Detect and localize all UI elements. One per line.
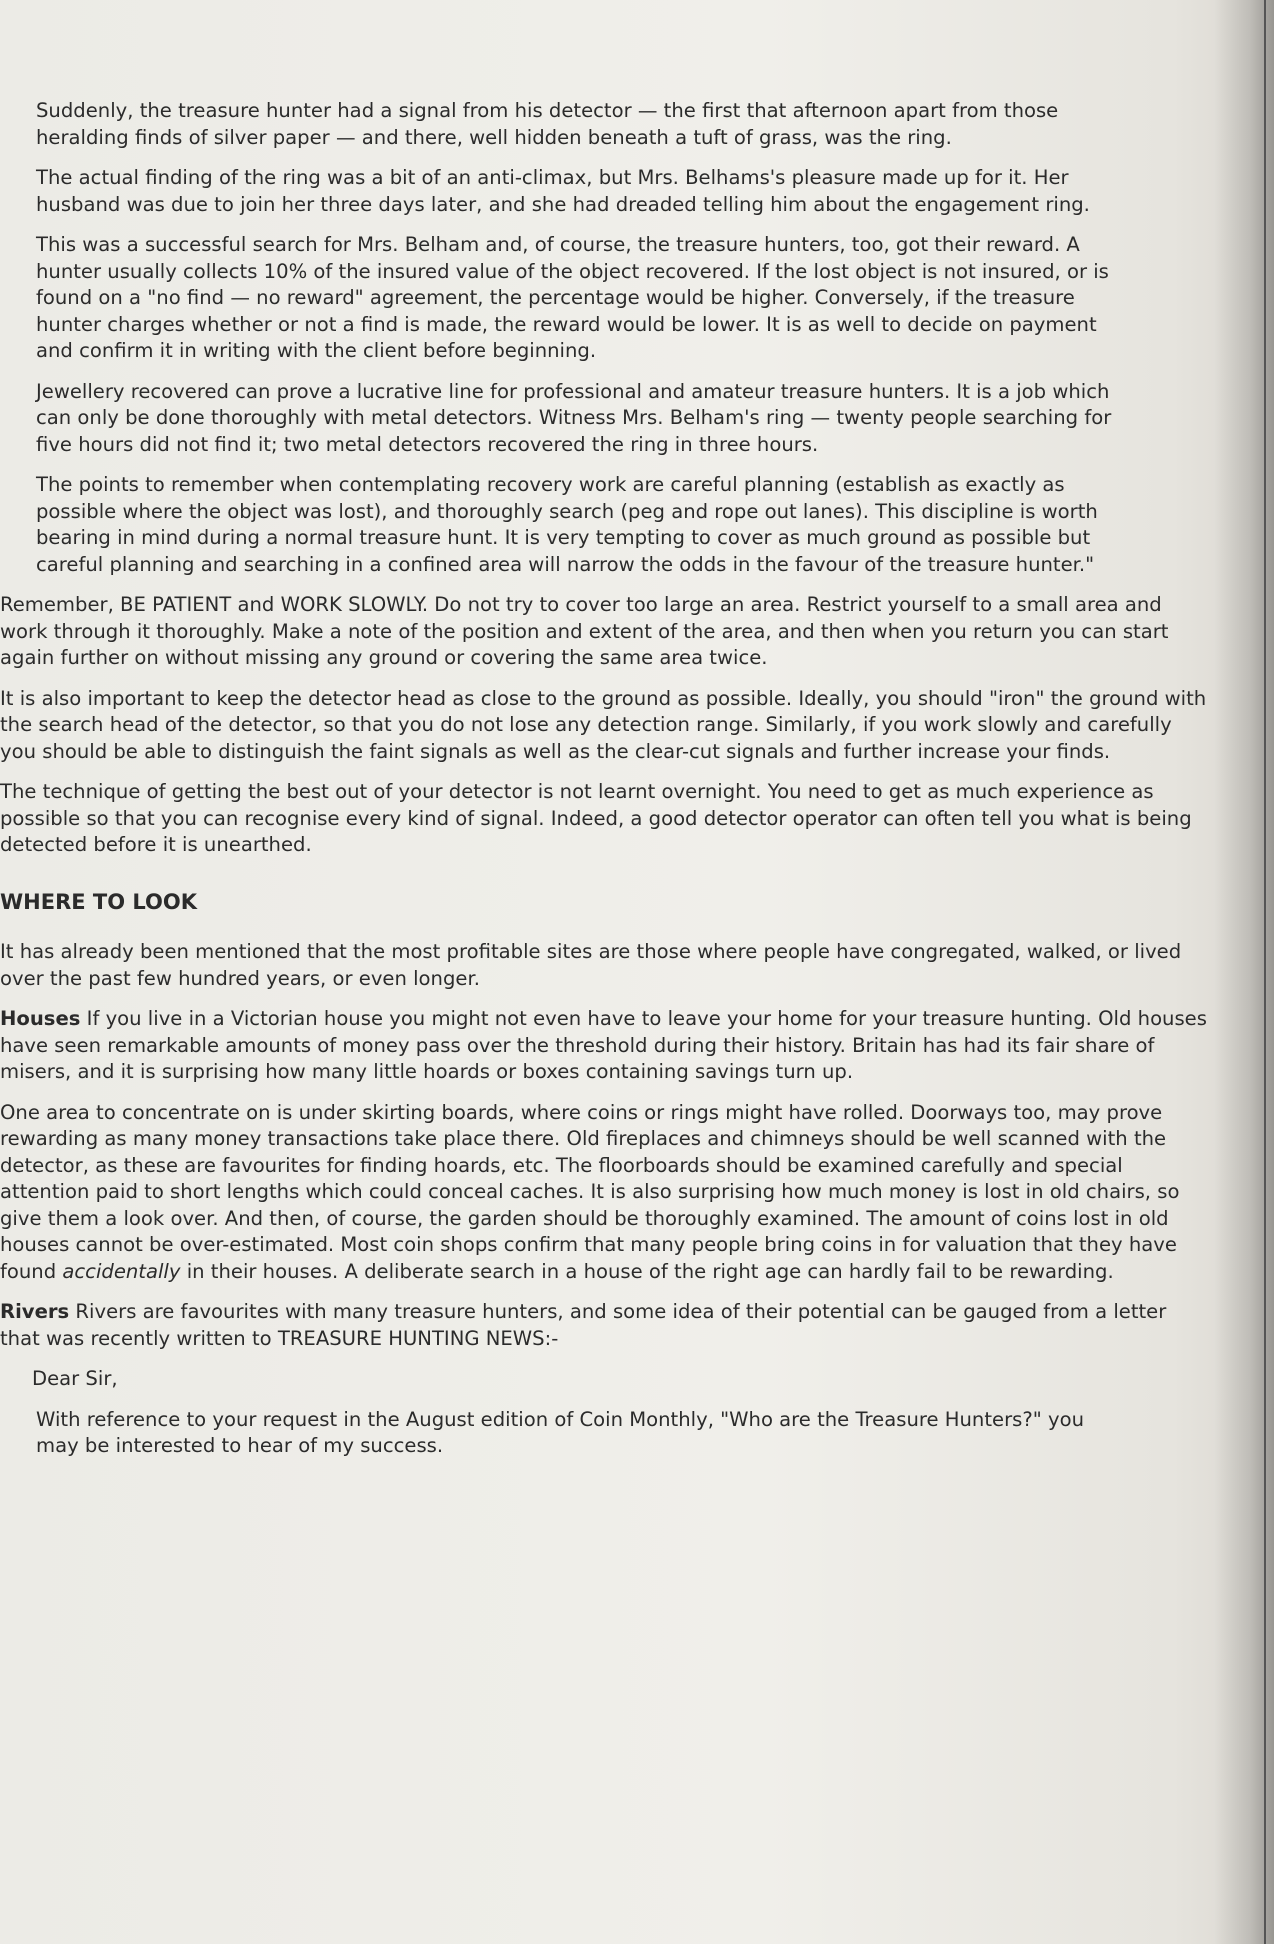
article-text (0, 98, 1220, 1474)
skirting-text-2: in their houses. A deliberate search in a house of the right age can hardly fail to be rewarding. (180, 1259, 1114, 1283)
page-edge-line (1264, 0, 1266, 1944)
paragraph-planning: The points to remember when contemplating recovery work are careful planning (establish as exactly as possible where the object was lost), and thoroughly search (peg and rope out lanes). This discipline is worth bearing in mind during a normal treasure hunt. It is very tempting to cover as much ground as possible but careful planning and searching in a confined area will narrow the odds in the favour of the treasure hunter." (36, 473, 1098, 576)
letter-salutation: Dear Sir, (32, 1367, 118, 1390)
paragraph-rivers (0, 1299, 1220, 1352)
paragraph-anticlimax: The actual finding of the ring was a bit of an anti-climax, but Mrs. Belhams's pleasure made up for it. Her husband was due to join her three days later, and she had dreaded telling him about the engagement ring. (36, 166, 1090, 216)
paragraph-detector-head: It is also important to keep the detector head as close to the ground as possible. Ideally, you should "iron" the ground with the search head of the detector, so that you do not lose any detection range. Similarly, if you work slowly and carefully you should be able to distinguish the faint signals as well as the clear-cut signals and further increase your finds. (0, 686, 1207, 763)
paragraph-signal: Suddenly, the treasure hunter had a signal from his detector — the first that afternoon apart from those heralding finds of silver paper — and there, well hidden beneath a tuft of grass, was the ring. (36, 99, 1059, 149)
section-heading: WHERE TO LOOK (0, 889, 198, 914)
skirting-italic: accidentally (62, 1259, 181, 1283)
rivers-lead: Rivers (0, 1300, 70, 1323)
paragraph-patient: Remember, BE PATIENT and WORK SLOWLY. Do not try to cover too large an area. Restrict yourself to a small area and work through it thoroughly. Make a note of the position and extent of the area, and then when you return you can start again further on without missing any ground or covering the same area twice. (0, 593, 1169, 669)
paragraph-skirting (0, 1100, 1220, 1286)
paragraph-reward: This was a successful search for Mrs. Belham and, of course, the treasure hunters, too, got their reward. A hunter usually collects 10% of the insured value of the object recovered. If the lost object is not insured, or is found on a "no find — no reward" agreement, the percentage would be higher. Conversely, if the treasure hunter charges whether or not a find is made, the reward would be lower. It is as well to decide on payment and confirm it in writing with the client before beginning. (36, 233, 1109, 362)
paragraph-technique: The technique of getting the best out of your detector is not learnt overnight. You need to get as much experience as possible so that you can recognise every kind of signal. Indeed, a good detector operator can often tell you what is being detected before it is unearthed. (0, 780, 1192, 856)
houses-text: If you live in a Victorian house you might not even have to leave your home for your treasure hunting. Old houses have seen remarkable amounts of money pass over the threshold during their history. Britain has had its fair share of misers, and it is surprising how many little hoards or boxes containing savings turn up. (0, 1007, 1207, 1083)
houses-lead: Houses (0, 1007, 81, 1030)
paragraph-jewellery: Jewellery recovered can prove a lucrative line for professional and amateur treasure hunters. It is a job which can only be done thoroughly with metal detectors. Witness Mrs. Belham's ring — twenty people searching for five hours did not find it; two metal detectors recovered the ring in three hours. (36, 379, 1112, 456)
paragraph-houses (0, 1006, 1220, 1086)
paragraph-sites: It has already been mentioned that the most profitable sites are those where people have congregated, walked, or lived over the past few hundred years, or even longer. (0, 940, 1182, 990)
rivers-text: Rivers are favourites with many treasure hunters, and some idea of their potential can be gauged from a letter that was recently written to TREASURE HUNTING NEWS:- (0, 1300, 1167, 1350)
skirting-text-1: One area to concentrate on is under skirting boards, where coins or rings might have rolled. Doorways too, may prove rewarding as many money transactions take place there. Old fireplaces and chimneys should be well scanned with the detector, as these are favourites for finding hoards, etc. The floorboards should be examined carefully and special attention paid to short lengths which could conceal caches. It is also surprising how much money is lost in old chairs, so give them a look over. And then, of course, the garden should be thoroughly examined. The amount of coins lost in old houses cannot be over-estimated. Most coin shops confirm that many people bring coins in for valuation that they have found (0, 1100, 1180, 1283)
letter-body: With reference to your request in the August edition of Coin Monthly, "Who are the Treasure Hunters?" you may be interested to hear of my success. (36, 1407, 1084, 1457)
